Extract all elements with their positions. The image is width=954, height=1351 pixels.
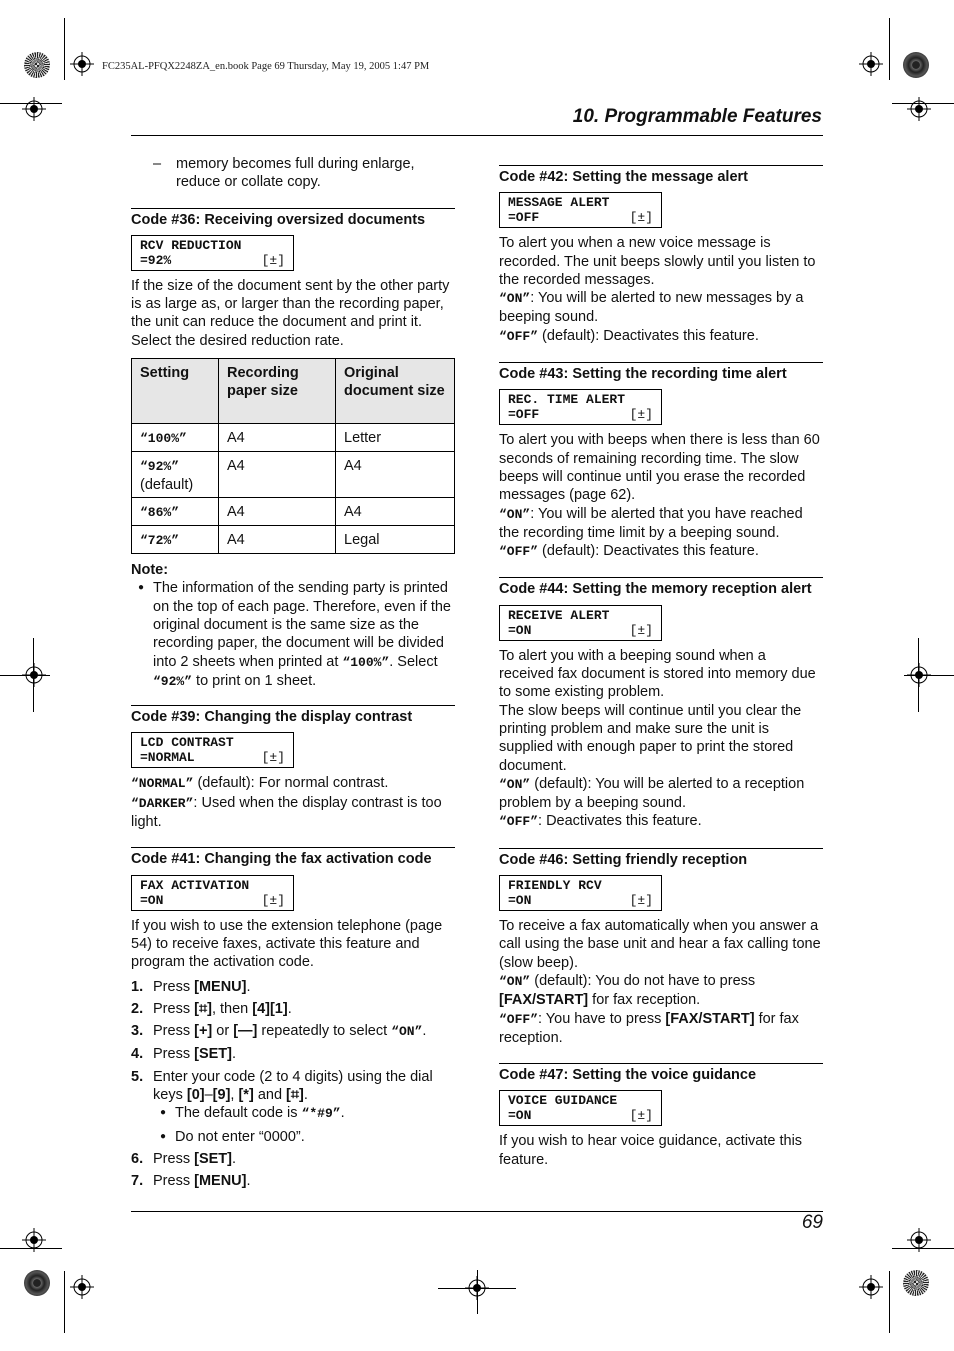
code46-body: To receive a fax automatically when you answer a call using the base unit and hear a fax calling tone (slow beep). (499, 918, 821, 971)
registration-mark-icon (22, 663, 46, 687)
left-column (131, 155, 455, 1195)
code39-heading: Code #39: Changing the display contrast (131, 705, 455, 726)
code46-off: “OFF”: You have to press [FAX/START] for fax reception. (499, 1010, 799, 1046)
registration-mark-icon (859, 1275, 883, 1299)
code36-heading: Code #36: Receiving oversized documents (131, 208, 455, 229)
code36-body: If the size of the document sent by the other party is as large as, or larger than the recording paper, the unit can reduce the document and print it. Select the desired reduction rate. (131, 277, 450, 349)
code47-lcd: VOICE GUIDANCE =ON [±] (499, 1090, 662, 1126)
intro-dash-item: – memory becomes full during enlarge, reduce or collate copy. (153, 156, 415, 191)
code47-body: If you wish to hear voice guidance, activate this feature. (499, 1133, 803, 1168)
code43-body: To alert you with beeps when there is less than 60 seconds of remaining recording time. The slow beeps will continue until you erase the recorded messages (page 62). (499, 432, 820, 504)
registration-mark-icon (907, 97, 931, 121)
code43-heading: Code #43: Setting the recording time alert (499, 362, 823, 383)
code42-body: To alert you when a new voice message is recorded. The unit beeps slowly until you listen to the recorded messages. (499, 235, 816, 288)
registration-mark-icon (859, 52, 883, 76)
code43-lcd: REC. TIME ALERT =OFF [±] (499, 389, 662, 425)
code46-heading: Code #46: Setting friendly reception (499, 848, 823, 869)
table-row: “100%” A4 Letter (132, 424, 455, 452)
code46-on: “ON” (default): You do not have to press [FAX/START] for fax reception. (499, 972, 756, 1009)
registration-mark-icon (465, 1276, 489, 1300)
code43-on: “ON”: You will be alerted that you have reached the recording time limit by a beeping sound. (499, 505, 803, 541)
bullet-item: ● Do not enter “0000”. (153, 1128, 455, 1146)
color-target-icon (903, 1270, 929, 1296)
right-column (499, 165, 823, 1169)
code42-lcd: MESSAGE ALERT =OFF [±] (499, 192, 662, 228)
table-header: Original document size (336, 359, 455, 424)
code41-steps (131, 978, 455, 1191)
footer-rule (131, 1211, 823, 1212)
step-item: 1. Press [MENU]. (131, 978, 251, 995)
table-row: “86%” A4 A4 (132, 498, 455, 526)
table-header: Recording paper size (219, 359, 336, 424)
step-item: 5. Enter your code (2 to 4 digits) using the dial keys [0]–[9], [*] and [⌗]. ● The default code is “*#9”. ● Do not enter “0000”. (131, 1068, 455, 1146)
registration-mark-icon (22, 97, 46, 121)
page-number: 69 (801, 1212, 823, 1233)
table-header: Setting (132, 359, 219, 424)
note-label: Note: (131, 562, 169, 579)
code36-lcd: RCV REDUCTION =92% [±] (131, 235, 294, 271)
code44-lcd: RECEIVE ALERT =ON [±] (499, 605, 662, 641)
book-info-line: FC235AL-PFQX2248ZA_en.book Page 69 Thursday, May 19, 2005 1:47 PM (102, 61, 430, 72)
registration-mark-icon (907, 1228, 931, 1252)
step5-bullets (153, 1104, 455, 1146)
registration-mark-icon (22, 1228, 46, 1252)
code42-on: “ON”: You will be alerted to new messages by a beeping sound. (499, 290, 804, 326)
header-rule (131, 135, 823, 136)
code42-off: “OFF” (default): Deactivates this feature. (499, 327, 759, 344)
color-target-icon (24, 1270, 50, 1296)
code44-heading: Code #44: Setting the memory reception alert (499, 577, 823, 598)
code46-lcd: FRIENDLY RCV =ON [±] (499, 875, 662, 911)
table-row: “72%” A4 Legal (132, 526, 455, 554)
table-row: “92%” (default) A4 A4 (132, 452, 455, 498)
code41-heading: Code #41: Changing the fax activation code (131, 847, 455, 868)
registration-mark-icon (70, 52, 94, 76)
code41-body: If you wish to use the extension telephone (page 54) to receive faxes, activate this feature and program the activation code. (131, 917, 443, 971)
code47-heading: Code #47: Setting the voice guidance (499, 1063, 823, 1084)
chapter-title: 10. Programmable Features (572, 106, 822, 127)
code43-off: “OFF” (default): Deactivates this feature. (499, 543, 759, 560)
note-item: ● The information of the sending party is printed on the top of each page. Therefore, even if the original document is the same size as the recording paper, the document will be divided into 2 sheets when printed at “100%”. Select “92%” to print on 1 sheet. (131, 579, 455, 691)
step-item: 6. Press [SET]. (131, 1150, 236, 1167)
step-item: 4. Press [SET]. (131, 1046, 236, 1063)
step-item: 2. Press [⌗], then [4][1]. (131, 1000, 292, 1017)
note-list (131, 579, 455, 691)
code42-heading: Code #42: Setting the message alert (499, 165, 823, 186)
code44-body: To alert you with a beeping sound when a received fax document is stored into memory due to some existing problem. (499, 647, 816, 701)
code39-option: “DARKER”: Used when the display contrast is too light. (131, 794, 442, 831)
reduction-table (131, 358, 455, 554)
code44-body: The slow beeps will continue until you clear the printing problem and make sure the unit is supplied with enough paper to print the stored document. (499, 702, 802, 774)
code39-option: “NORMAL” (default): For normal contrast. (131, 775, 389, 792)
code44-on: “ON” (default): You will be alerted to a reception problem by a beeping sound. (499, 775, 805, 812)
code44-off: “OFF”: Deactivates this feature. (499, 813, 702, 830)
registration-mark-icon (907, 663, 931, 687)
bullet-item: ● The default code is “*#9”. (153, 1104, 455, 1123)
code41-lcd: FAX ACTIVATION =ON [±] (131, 875, 294, 911)
color-target-icon (24, 52, 50, 78)
code39-lcd: LCD CONTRAST =NORMAL [±] (131, 732, 294, 768)
registration-mark-icon (70, 1275, 94, 1299)
color-target-icon (903, 52, 929, 78)
step-item: 3. Press [+] or [—] repeatedly to select “ON”. (131, 1023, 427, 1040)
step-item: 7. Press [MENU]. (131, 1173, 251, 1190)
